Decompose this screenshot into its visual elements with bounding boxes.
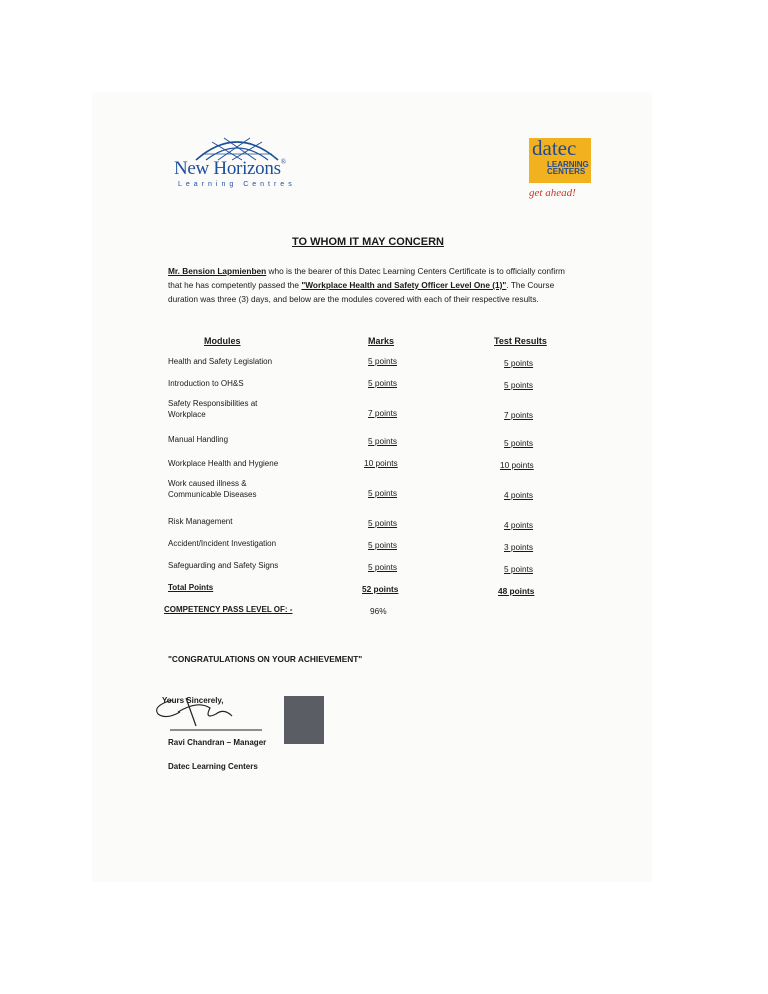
- module-label: Safeguarding and Safety Signs: [168, 561, 279, 570]
- marks-value: 5 points: [368, 518, 398, 528]
- intro-paragraph: Mr. Bension Lapmienben who is the bearer of this Datec Learning Centers Certificate is to officially confirm that he has competently passed the "Workplace Health and Safety Officer Level One (1)". The Course duration was three (3) days, and below are the modules covered with each of their respective results.: [168, 266, 565, 304]
- result-value: 10 points: [500, 460, 534, 470]
- result-value: 4 points: [504, 520, 534, 530]
- new-horizons-title: New Horizons®: [174, 158, 286, 179]
- result-value: 3 points: [504, 542, 534, 552]
- marks-value: 5 points: [368, 540, 398, 550]
- header-marks: Marks: [368, 336, 395, 346]
- congratulations-line: "CONGRATULATIONS ON YOUR ACHIEVEMENT": [168, 654, 363, 664]
- signer-name: Ravi Chandran – Manager: [168, 738, 267, 747]
- recipient-name: Mr. Bension Lapmienben: [168, 266, 267, 276]
- marks-value: 5 points: [368, 356, 398, 366]
- letter-heading: TO WHOM IT MAY CONCERN: [292, 236, 444, 248]
- result-value: 5 points: [504, 438, 534, 448]
- marks-value: 5 points: [368, 378, 398, 388]
- header-test-results: Test Results: [494, 336, 547, 346]
- result-value: 7 points: [504, 410, 534, 420]
- official-stamp: [284, 696, 324, 744]
- result-value: 5 points: [504, 564, 534, 574]
- marks-value: 5 points: [368, 562, 398, 572]
- total-marks: 52 points: [362, 584, 399, 594]
- result-value: 4 points: [504, 490, 534, 500]
- certificate-sheet: [92, 92, 652, 882]
- competency-label: COMPETENCY PASS LEVEL OF: -: [164, 605, 293, 614]
- header-modules: Modules: [204, 336, 241, 346]
- module-label: Introduction to OH&S: [168, 379, 244, 388]
- company-name: Datec Learning Centers: [168, 762, 258, 771]
- datec-learning-centers: LEARNING CENTERS: [547, 160, 589, 176]
- marks-value: 5 points: [368, 488, 398, 498]
- total-result: 48 points: [498, 586, 535, 596]
- datec-logo-box: [529, 138, 591, 183]
- marks-value: 7 points: [368, 408, 398, 418]
- module-label: Health and Safety Legislation: [168, 357, 273, 366]
- datec-tagline: get ahead!: [529, 187, 576, 199]
- course-name: "Workplace Health and Safety Officer Level One (1)": [301, 280, 507, 290]
- module-label: Risk Management: [168, 517, 233, 526]
- module-label: Manual Handling: [168, 435, 229, 444]
- new-horizons-logo: [174, 134, 298, 194]
- marks-value: 10 points: [364, 458, 398, 468]
- datec-wordmark: datec: [532, 136, 577, 160]
- new-horizons-subtitle: Learning Centres: [178, 181, 296, 188]
- marks-value: 5 points: [368, 436, 398, 446]
- datec-logo: [529, 138, 595, 220]
- module-label: Work caused illness & Communicable Diseases: [168, 479, 257, 499]
- result-value: 5 points: [504, 380, 534, 390]
- yours-sincerely: Yours Sincerely,: [162, 696, 224, 705]
- result-value: 5 points: [504, 358, 534, 368]
- module-label: Accident/Incident Investigation: [168, 539, 277, 548]
- total-points-label: Total Points: [168, 583, 214, 592]
- module-label: Safety Responsibilities at Workplace: [168, 399, 258, 419]
- competency-value: 96%: [370, 606, 387, 616]
- signature-scribble: [150, 686, 270, 736]
- module-label: Workplace Health and Hygiene: [168, 459, 279, 468]
